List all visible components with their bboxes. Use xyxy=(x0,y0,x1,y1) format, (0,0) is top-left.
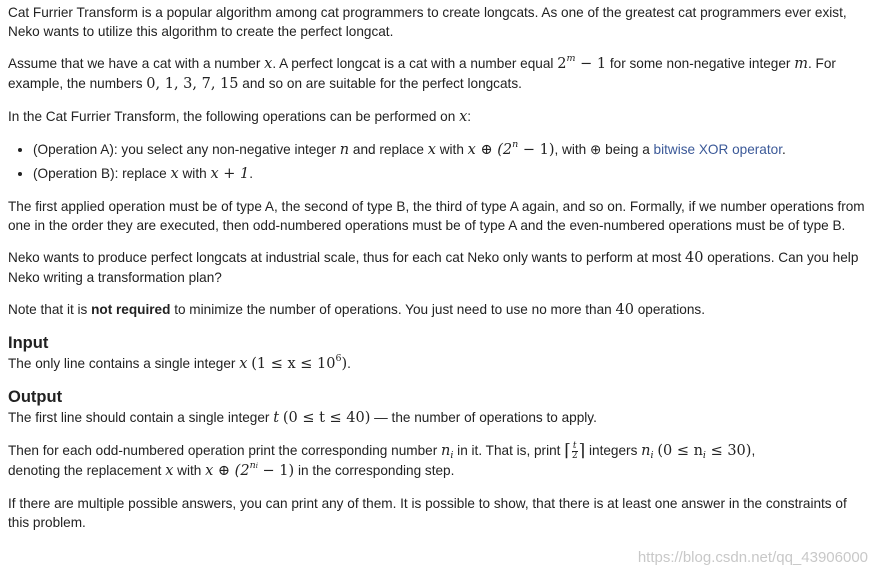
text: The first applied operation must be of type A, the second of type B, the third of type A again, and so on. Formally, if we number operations from one in the order they are executed, then odd-numbered operations must be of type A and the even-numbered operations must be of type B. xyxy=(8,199,865,233)
text: denoting the replacement xyxy=(8,463,166,478)
text: with xyxy=(435,142,468,157)
math-minus-one: − 1 xyxy=(575,56,607,72)
text: in the corresponding step. xyxy=(294,463,455,478)
math-n-i xyxy=(441,443,453,459)
math-xor-post: − 1) xyxy=(518,142,555,158)
output-line3 xyxy=(8,494,870,532)
math-example-numbers: 0, 1, 3, 7, 15 xyxy=(146,76,239,92)
math-2m-1 xyxy=(557,53,607,72)
watermark: https://blog.csdn.net/qq_43906000 xyxy=(637,549,868,566)
text: with xyxy=(173,463,206,478)
math-constraint-b: ) xyxy=(341,356,348,372)
math-n-i xyxy=(641,443,653,459)
operations-intro: In the Cat Furrier Transform, the following operations can be performed on x: xyxy=(8,109,472,125)
text: . A perfect longcat is a cat with a number equal xyxy=(272,56,558,71)
limit-paragraph xyxy=(8,248,870,287)
text: operations. Can you help Neko writing a transformation plan? xyxy=(8,250,859,285)
text: , with ⊕ being a xyxy=(554,142,654,157)
math-x-plus-1: x + 1 xyxy=(210,166,250,182)
text: and replace xyxy=(349,142,428,157)
problem-statement xyxy=(8,3,870,545)
math-sub-i: i xyxy=(702,450,706,461)
math-xor-expression xyxy=(467,139,555,158)
input-paragraph xyxy=(8,354,870,374)
output-line1 xyxy=(8,408,870,428)
bitwise-xor-link[interactable]: bitwise XOR operator xyxy=(653,142,782,157)
input-heading: Input xyxy=(8,334,49,352)
math-exp-i: i xyxy=(255,462,258,470)
text: Neko wants to produce perfect longcats at industrial scale, thus for each cat Neko only wants to perform at most xyxy=(8,250,685,265)
text: If there are multiple possible answers, you can print any of them. It is possible to show, that there is at least one answer in the constraints of this problem. xyxy=(8,496,847,530)
math-n: n xyxy=(441,443,451,459)
math-x: x xyxy=(264,56,273,72)
math-ni-constraint xyxy=(657,443,751,459)
output-line2 xyxy=(8,441,870,481)
text: with xyxy=(178,166,211,181)
operation-a xyxy=(33,140,870,160)
math-exp-n: n xyxy=(512,139,519,150)
text: The only line contains a single integer xyxy=(8,356,240,371)
math-sub-i: i xyxy=(650,450,654,461)
text: Note that it is xyxy=(8,302,92,317)
math-x: x xyxy=(239,356,248,372)
text: and so on are suitable for the perfect longcats. xyxy=(238,76,522,91)
math-x: x xyxy=(427,142,436,158)
text: , xyxy=(751,443,756,458)
text: . xyxy=(781,142,786,157)
text: . For example, the numbers xyxy=(8,56,836,91)
math-xor-ni-expression xyxy=(205,460,295,479)
math-x: x xyxy=(165,463,174,479)
text: The first line should contain a single integer xyxy=(8,410,274,425)
math-x: x xyxy=(170,166,179,182)
text: operations. xyxy=(633,302,706,317)
text: in it. That is, print xyxy=(453,443,565,458)
operation-b: • (Operation B): replace x with x + 1. xyxy=(33,164,870,184)
perfect-longcat-paragraph xyxy=(8,54,870,94)
math-xor-pre: x ⊕ (2 xyxy=(467,142,513,158)
operations-list xyxy=(8,140,870,184)
ceil-left: ⌈ xyxy=(564,441,571,461)
text: Then for each odd-numbered operation print the corresponding number xyxy=(8,443,442,458)
text: (Operation A): you select any non-negative integer xyxy=(33,142,340,157)
text: . xyxy=(347,356,351,371)
math-n: n xyxy=(339,142,350,158)
math-constraint-b: ≤ 30) xyxy=(705,443,752,459)
math-exp-6: 6 xyxy=(335,353,342,364)
text: integers xyxy=(585,443,642,458)
math-input-constraint xyxy=(251,353,348,372)
text: Assume that we have a cat with a number xyxy=(8,56,265,71)
math-m: m xyxy=(794,56,808,72)
math-t-constraint: (0 ≤ t ≤ 40) xyxy=(282,410,371,426)
text: — the number of operations to apply. xyxy=(370,410,597,425)
text: for some non-negative integer xyxy=(606,56,795,71)
math-exp-n-i xyxy=(250,460,258,471)
text: (Operation B): replace xyxy=(33,166,171,181)
intro-paragraph xyxy=(8,3,870,41)
math-sub-i: i xyxy=(450,450,454,461)
math-forty: 40 xyxy=(685,250,704,266)
math-xor-pre: x ⊕ (2 xyxy=(205,463,250,479)
text: In the Cat Furrier Transform, the following operations can be performed on xyxy=(8,109,460,124)
ceil-right: ⌉ xyxy=(578,441,586,461)
math-t-over-2 xyxy=(572,442,578,461)
math-constraint-a: (0 ≤ n xyxy=(657,443,703,459)
intro-text: Cat Furrier Transform is a popular algorithm among cat programmers to create longcats. As one of the greatest cat programmers ever exist, Neko wants to utilize this algorithm to create the perfect longcat. xyxy=(8,5,847,39)
math-xor-post: − 1) xyxy=(257,463,295,479)
math-exp-m: m xyxy=(566,53,576,64)
note-paragraph xyxy=(8,300,870,320)
math-x: x xyxy=(459,109,468,125)
math-exp-n: n xyxy=(249,460,256,471)
math-two: 2 xyxy=(557,56,567,72)
frac-denominator: 2 xyxy=(571,450,578,461)
emphasis: not required xyxy=(91,302,171,317)
math-t: t xyxy=(273,410,280,426)
math-n: n xyxy=(641,443,651,459)
frac-numerator: t xyxy=(572,440,577,451)
math-constraint-a: (1 ≤ x ≤ 10 xyxy=(251,356,336,372)
math-forty: 40 xyxy=(615,302,634,318)
text: to minimize the number of operations. You just need to use no more than xyxy=(170,302,616,317)
output-heading: Output xyxy=(8,388,63,406)
order-rules-paragraph xyxy=(8,197,870,235)
